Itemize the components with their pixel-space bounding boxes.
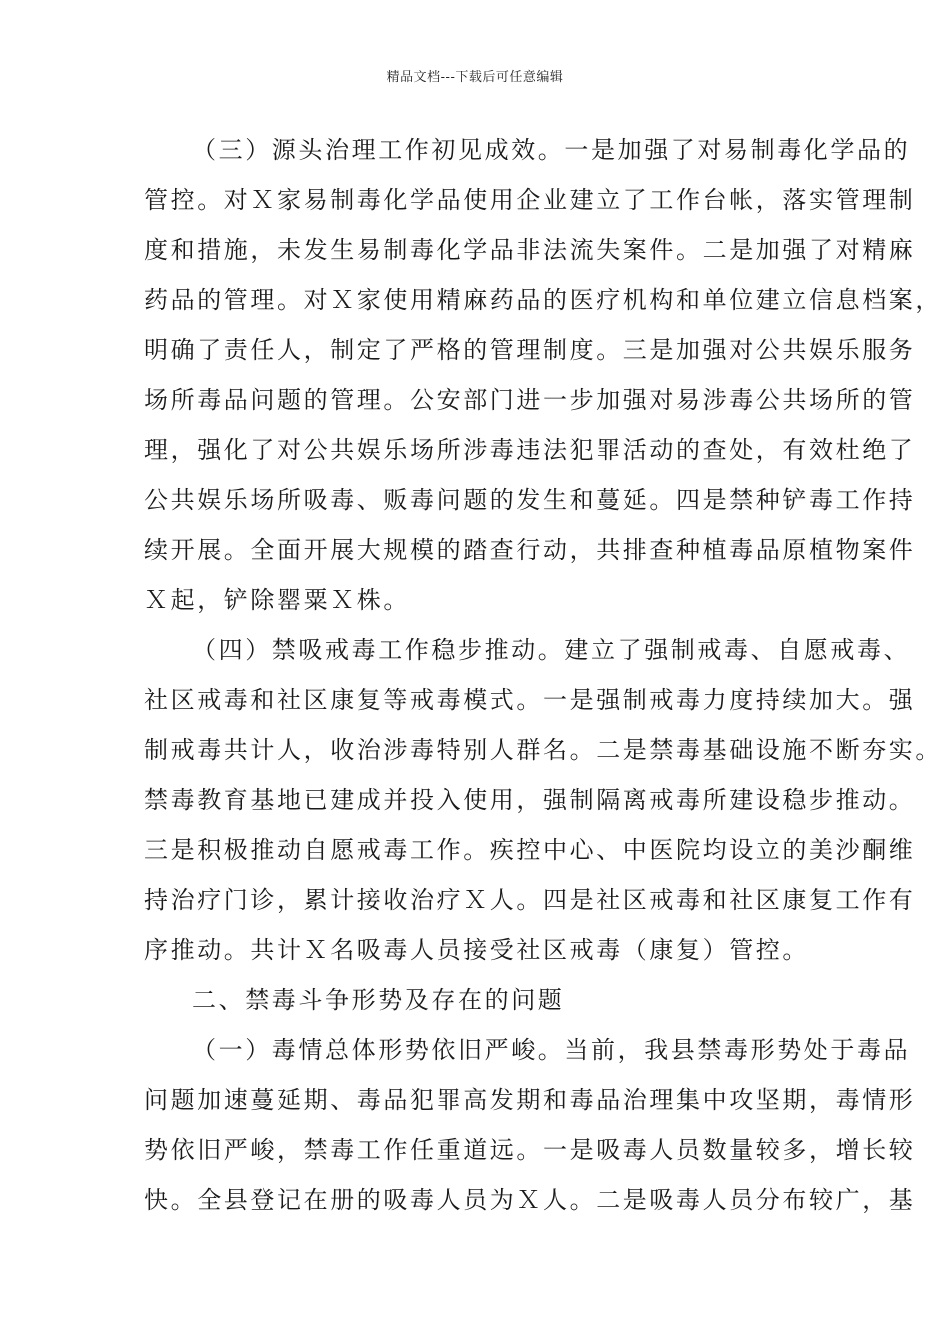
paragraph-line: 问题加速蔓延期、毒品犯罪高发期和毒品治理集中攻坚期，毒情形 bbox=[144, 1086, 916, 1114]
paragraph-line: （三）源头治理工作初见成效。一是加强了对易制毒化学品的 bbox=[192, 136, 911, 164]
paragraph-line: 药品的管理。对Ｘ家使用精麻药品的医疗机构和单位建立信息档案， bbox=[144, 286, 942, 314]
paragraph-line: （一）毒情总体形势依旧严峻。当前，我县禁毒形势处于毒品 bbox=[192, 1036, 911, 1064]
paragraph-line: 明确了责任人，制定了严格的管理制度。三是加强对公共娱乐服务 bbox=[144, 336, 916, 364]
paragraph-line: 序推动。共计Ｘ名吸毒人员接受社区戒毒（康复）管控。 bbox=[144, 936, 809, 964]
page-header: 精品文档---下载后可任意编辑 bbox=[386, 70, 564, 85]
paragraph-line: 公共娱乐场所吸毒、贩毒问题的发生和蔓延。四是禁种铲毒工作持 bbox=[144, 486, 916, 514]
paragraph-line: （四）禁吸戒毒工作稳步推动。建立了强制戒毒、自愿戒毒、 bbox=[192, 636, 911, 664]
section-heading: 二、禁毒斗争形势及存在的问题 bbox=[192, 986, 565, 1014]
paragraph-line: 度和措施，未发生易制毒化学品非法流失案件。二是加强了对精麻 bbox=[144, 236, 916, 264]
paragraph-line: 势依旧严峻，禁毒工作任重道远。一是吸毒人员数量较多，增长较 bbox=[144, 1136, 916, 1164]
paragraph-line: 场所毒品问题的管理。公安部门进一步加强对易涉毒公共场所的管 bbox=[144, 386, 916, 414]
paragraph-line: 理，强化了对公共娱乐场所涉毒违法犯罪活动的查处，有效杜绝了 bbox=[144, 436, 916, 464]
paragraph-line: 禁毒教育基地已建成并投入使用，强制隔离戒毒所建设稳步推动。 bbox=[144, 786, 916, 814]
paragraph-line: 管控。对Ｘ家易制毒化学品使用企业建立了工作台帐，落实管理制 bbox=[144, 186, 916, 214]
paragraph-line: 制戒毒共计人，收治涉毒特别人群名。二是禁毒基础设施不断夯实。 bbox=[144, 736, 942, 764]
paragraph-line: 持治疗门诊，累计接收治疗Ｘ人。四是社区戒毒和社区康复工作有 bbox=[144, 886, 916, 914]
paragraph-line: 社区戒毒和社区康复等戒毒模式。一是强制戒毒力度持续加大。强 bbox=[144, 686, 916, 714]
paragraph-line: 续开展。全面开展大规模的踏查行动，共排查种植毒品原植物案件 bbox=[144, 536, 916, 564]
paragraph-line: 快。全县登记在册的吸毒人员为Ｘ人。二是吸毒人员分布较广，基 bbox=[144, 1186, 916, 1214]
paragraph-line: 三是积极推动自愿戒毒工作。疾控中心、中医院均设立的美沙酮维 bbox=[144, 836, 916, 864]
paragraph-line: Ｘ起，铲除罂粟Ｘ株。 bbox=[144, 586, 410, 614]
